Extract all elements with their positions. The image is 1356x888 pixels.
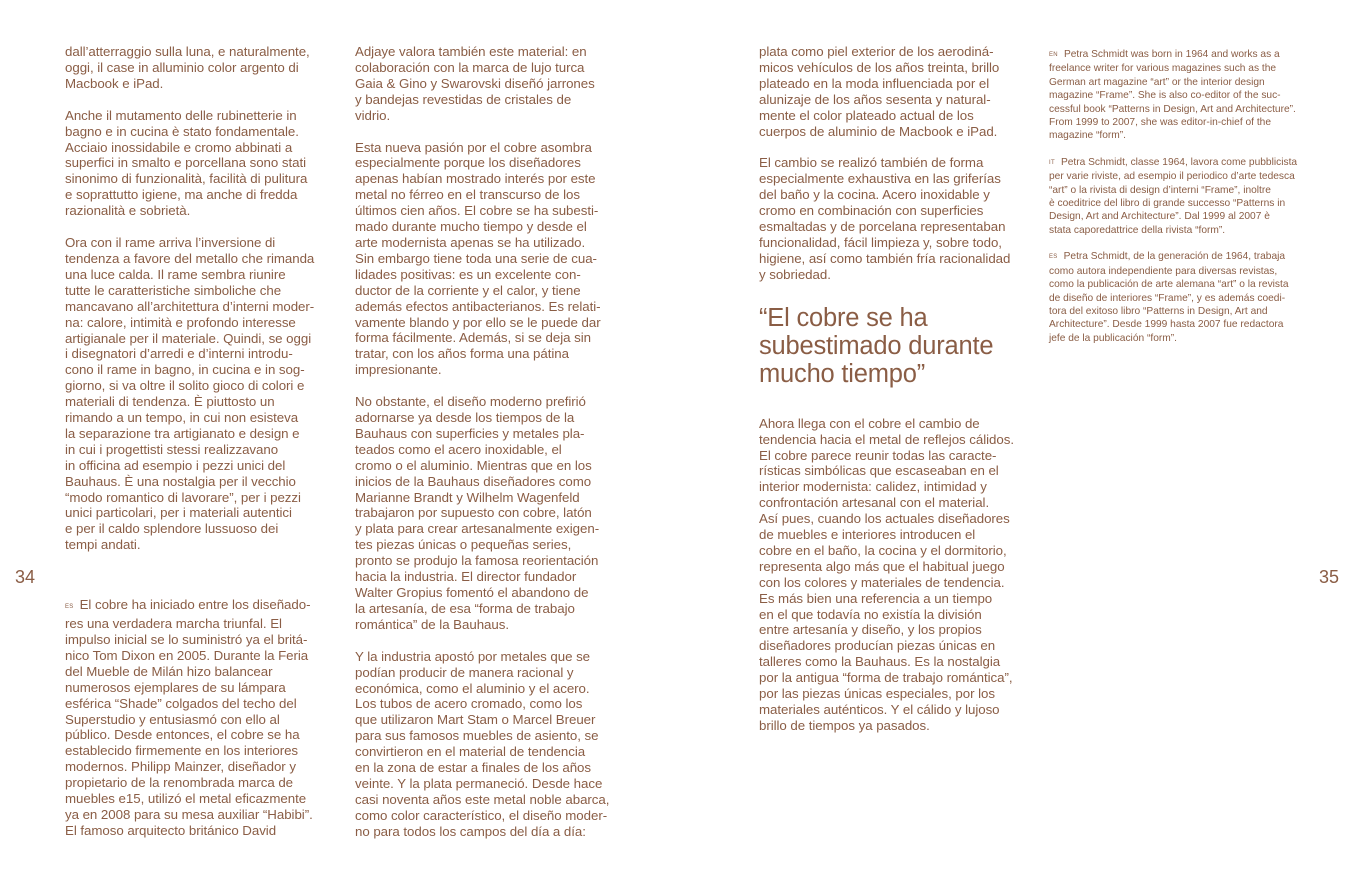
language-tag-it: IT xyxy=(1049,159,1055,166)
bio-spanish-text: Petra Schmidt, de la generación de 1964, trabaja como autora independiente para diversas revistas, como la publicación de arte alemana “art” o la revista de diseño de interiores “Frame”, y es además coedi- tora del exitoso libro “Patterns in Design, Art and Architecture”. Desde 1999 hasta 2007 fue redactora jefe de la publicación “form”. xyxy=(1049,251,1289,344)
col1-paragraph-3: Ora con il rame arriva l’inversione di tendenza a favore del metallo che rimanda una luce calda. Il rame sembra riunire tutte le caratteristiche simboliche che mancavano all’architettura d’interni moder- na: calore, intimità e profondo interesse artigianale per il materiale. Quindi, se oggi i disegnatori d’arredi e d’interni introdu- cono il rame in bagno, in cucina e in sog- giorno, si va oltre il solito gioco di colori e materiali di tendenza. È piuttosto un rimando a un tempo, in cui non esisteva la separazione tra artigianato e design e in cui i progettisti stessi realizzavano in officina ad esempio i pezzi unici del Bauhaus. È una nostalgia per il vecchio “modo romantico di lavorare”, per i pezzi unici particolari, per i materiali autentici e per il caldo splendore lussuoso dei tempi andati. xyxy=(65,235,315,553)
bio-english-text: Petra Schmidt was born in 1964 and works as a freelance writer for various magazines such as the German art magazine “art” or the interior design magazine “Frame”. She is also co-editor of the suc- cessful book “Patterns in Design, Art and Architecture”. From 1999 to 2007, she was editor-in-chief of the magazine “form”. xyxy=(1049,49,1296,142)
column-1 xyxy=(65,44,315,839)
col1-paragraph-2: Anche il mutamento delle rubinetterie in bagno e in cucina è stato fondamentale. Acciaio inossidabile e cromo abbinati a superfici in smalto e porcellana sono stati sinonimo di funzionalità, facilità di pulitura e soprattutto igiene, ma anche di fredda razionalità e sobrietà. xyxy=(65,107,308,219)
column-2 xyxy=(355,44,615,840)
col2-paragraph-2: Esta nueva pasión por el cobre asombra especialmente porque los diseñadores apenas habían mostrado interés por este metal no férreo en el transcurso de los últimos cien años. El cobre se ha subesti- mado durante mucho tiempo y desde el arte modernista apenas se ha utilizado. Sin embargo tiene toda una serie de cua- lidades positivas: es un excelente con- ductor de la corriente y el calor, y tiene además efectos antibacterianos. Es relati- vamente blando y por ello se le puede dar forma fácilmente. Además, si se deja sin tratar, con los años forma una pátina impresionante. xyxy=(355,139,601,378)
bio-spanish xyxy=(1049,250,1304,345)
col1-paragraph-4 xyxy=(65,597,315,839)
bio-english xyxy=(1049,48,1304,143)
language-tag-es-bio: ES xyxy=(1049,254,1058,261)
language-tag-en: EN xyxy=(1049,52,1058,58)
page-number-right: 35 xyxy=(1319,567,1340,587)
author-bio-column xyxy=(1049,48,1304,345)
col3-paragraph-1: plata como piel exterior de los aerodiná- micos vehículos de los años treinta, brillo plateado en la moda influenciada por el alunizaje de los años sesenta y natural- mente el color plateado actual de los cuerpos de aluminio de Macbook e iPad. xyxy=(759,44,1000,139)
column-3 xyxy=(759,44,1014,734)
col2-paragraph-1: Adjaye valora también este material: en colaboración con la marca de lujo turca Gaia & Gino y Swarovski diseñó jarrones y bandejas revestidas de cristales de vidrio. xyxy=(355,44,595,123)
page-number-left: 34 xyxy=(15,567,36,587)
col3-paragraph-2: El cambio se realizó también de forma especialmente exhaustiva en las griferías del baño y la cocina. Acero inoxidable y cromo en combinación con superficies esmaltadas y de porcelana representaban funcionalidad, fácil limpieza y, sobre todo, higiene, así como también fría racionalidad y sobriedad. xyxy=(759,155,1011,282)
col2-paragraph-4: Y la industria apostó por metales que se podían producir de manera racional y económica, como el aluminio y el acero. Los tubos de acero cromado, como los que utilizaron Mart Stam o Marcel Breuer para sus famosos muebles de asiento, se convirtieron en el material de tendencia en la zona de estar a finales de los años veinte. Y la plata permaneció. Desde hace casi noventa años este metal noble abarca, como color característico, el diseño moder- no para todos los campos del día a día: xyxy=(355,648,610,839)
language-tag-es: ES xyxy=(65,604,74,611)
bio-italian xyxy=(1049,156,1304,237)
col3-paragraph-3: Ahora llega con el cobre el cambio de tendencia hacia el metal de reflejos cálidos. El cobre parece reunir todas las caracte- rísticas simbólicas que escaseaban en el interior modernista: calidez, intimidad y confrontación artesanal con el material. Así pues, cuando los actuales diseñadores de muebles e interiores introducen el cobre en el baño, la cocina y el dormitorio, representa algo más que el habitual juego con los colores y materiales de tendencia. Es más bien una referencia a un tiempo en el que todavía no existía la división entre artesanía y diseño, y los propios diseñadores producían piezas únicas en talleres como la Bauhaus. Es la nostalgia por la antigua “forma de trabajo romántica”, por las piezas únicas especiales, por los materiales auténticos. Y el cálido y lujoso brillo de tiempos ya pasados. xyxy=(759,415,1014,733)
pull-quote: “El cobre se ha subestimado durante mucho tiempo” xyxy=(759,303,994,388)
bio-italian-text: Petra Schmidt, classe 1964, lavora come pubblicista per varie riviste, ad esempio il periodico d’arte tedesca “art” o la rivista di design d’interni “Frame”, inoltre è coeditrice del libro di grande successo “Patterns in Design, Art and Architecture”. Dal 1999 al 2007 è stata caporedattrice della rivista “form”. xyxy=(1049,156,1298,236)
col1-paragraph-1: dall’atterraggio sulla luna, e naturalmente, oggi, il case in alluminio color argento di Macbook e iPad. xyxy=(65,44,310,91)
col2-paragraph-3: No obstante, el diseño moderno prefirió adornarse ya desde los tiempos de la Bauhaus con superficies y metales pla- teados como el acero inoxidable, el cromo o el aluminio. Mientras que en los inicios de la Bauhaus diseñadores como Marianne Brandt y Wilhelm Wagenfeld trabajaron por supuesto con cobre, latón y plata para crear artesanalmente exigen- tes piezas únicas o pequeñas series, pronto se produjo la famosa reorientación hacia la industria. El director fundador Walter Gropius fomentó el abandono de la artesanía, de esa “forma de trabajo romántica” de la Bauhaus. xyxy=(355,394,600,632)
col1-paragraph-4-text: El cobre ha iniciado entre los diseñado- res una verdadera marcha triunfal. El impulso inicial se lo suministró ya el britá- nico Tom Dixon en 2005. Durante la Feria del Mueble de Milán hizo balancear numerosos ejemplares de su lámpara esférica “Shade” colgados del techo del Superstudio y entusiasmó con ello al público. Desde entonces, el cobre se ha establecido firmemente en los interiores modernos. Philipp Mainzer, diseñador y propietario de la renombrada marca de muebles e15, utilizó el metal eficazmente ya en 2008 para su mesa auxiliar “Habibi”. El famoso arquitecto británico David xyxy=(65,597,313,838)
